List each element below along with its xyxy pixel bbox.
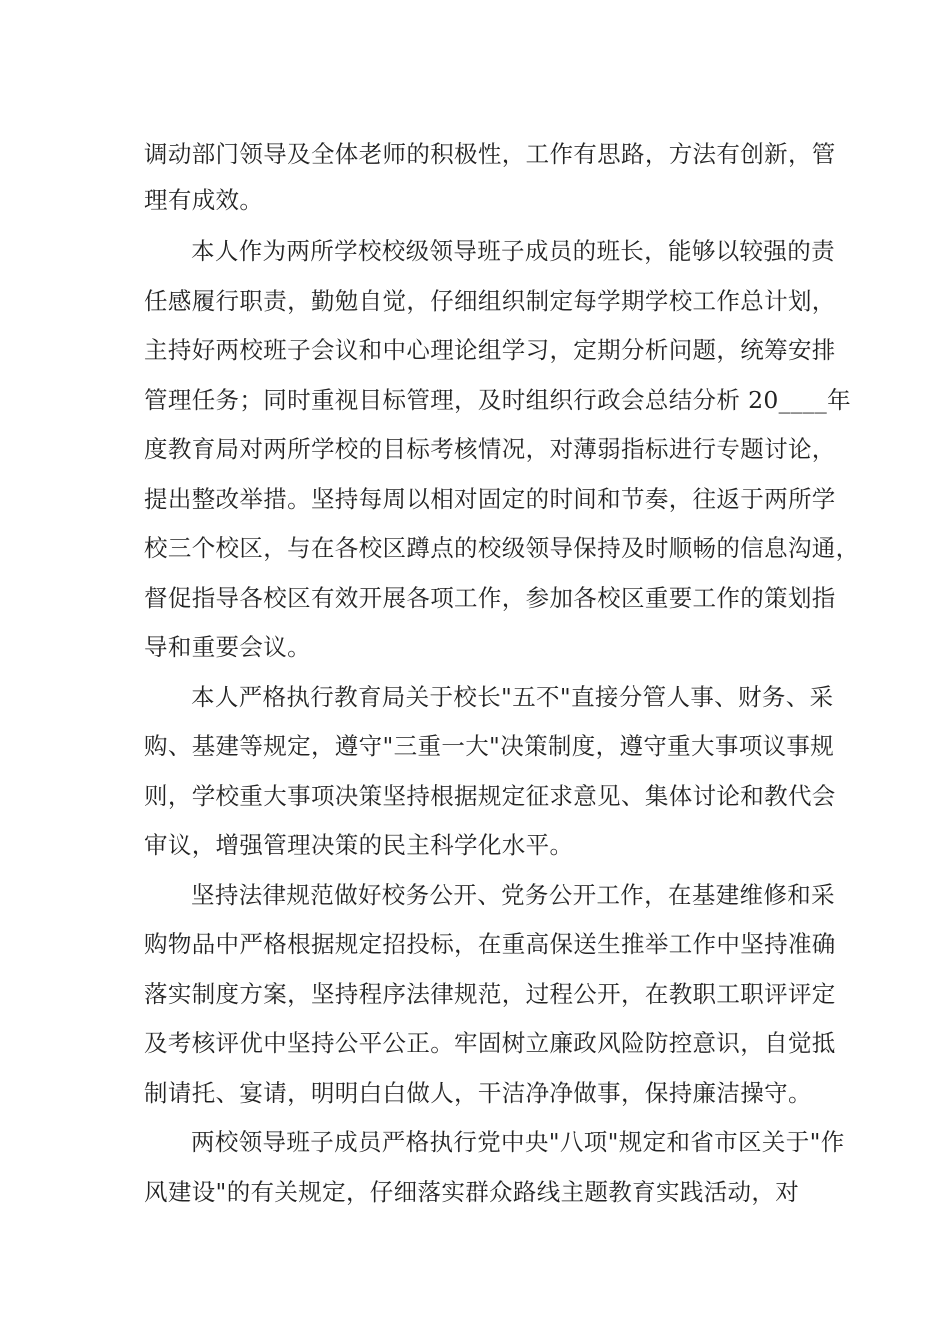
text-line: 任感履行职责，勤勉自觉，仔细组织制定每学期学校工作总计划， — [144, 287, 836, 315]
text-line: 调动部门领导及全体老师的积极性，工作有思路，方法有创新，管 — [144, 140, 836, 168]
text-line: 则，学校重大事项决策坚持根据规定征求意见、集体讨论和教代会 — [144, 782, 836, 810]
text-line: 主持好两校班子会议和中心理论组学习，定期分析问题，统筹安排 — [144, 336, 836, 364]
text-line: 导和重要会议。 — [144, 633, 311, 661]
text-line: 理有成效。 — [144, 186, 264, 214]
text-line: 校三个校区，与在各校区蹲点的校级领导保持及时顺畅的信息沟通， — [144, 534, 860, 562]
text-line: 督促指导各校区有效开展各项工作，参加各校区重要工作的策划指 — [144, 584, 836, 612]
text-line: 风建设"的有关规定，仔细落实群众路线主题教育实践活动，对 — [144, 1178, 800, 1206]
text-line: 两校领导班子成员严格执行党中央"八项"规定和省市区关于"作 — [191, 1128, 845, 1156]
text-line: 及考核评优中坚持公平公正。牢固树立廉政风险防控意识，自觉抵 — [144, 1029, 836, 1057]
text-line: 度教育局对两所学校的目标考核情况，对薄弱指标进行专题讨论， — [144, 435, 836, 463]
text-line: 落实制度方案，坚持程序法律规范，过程公开，在教职工职评评定 — [144, 980, 836, 1008]
text-line: 审议，增强管理决策的民主科学化水平。 — [144, 831, 574, 859]
text-line: 购物品中严格根据规定招投标，在重高保送生推举工作中坚持准确 — [144, 930, 836, 958]
text-line: 购、基建等规定，遵守"三重一大"决策制度，遵守重大事项议事规 — [144, 732, 835, 760]
text-line: 提出整改举措。坚持每周以相对固定的时间和节奏，往返于两所学 — [144, 485, 836, 513]
text-line: 本人严格执行教育局关于校长"五不"直接分管人事、财务、采 — [191, 683, 834, 711]
text-line: 本人作为两所学校校级领导班子成员的班长，能够以较强的责 — [191, 237, 835, 265]
text-line: 坚持法律规范做好校务公开、党务公开工作，在基建维修和采 — [191, 881, 835, 909]
text-line: 管理任务；同时重视目标管理，及时组织行政会总结分析 20____年 — [144, 386, 851, 414]
text-line: 制请托、宴请，明明白白做人，干洁净净做事，保持廉洁操守。 — [144, 1079, 812, 1107]
